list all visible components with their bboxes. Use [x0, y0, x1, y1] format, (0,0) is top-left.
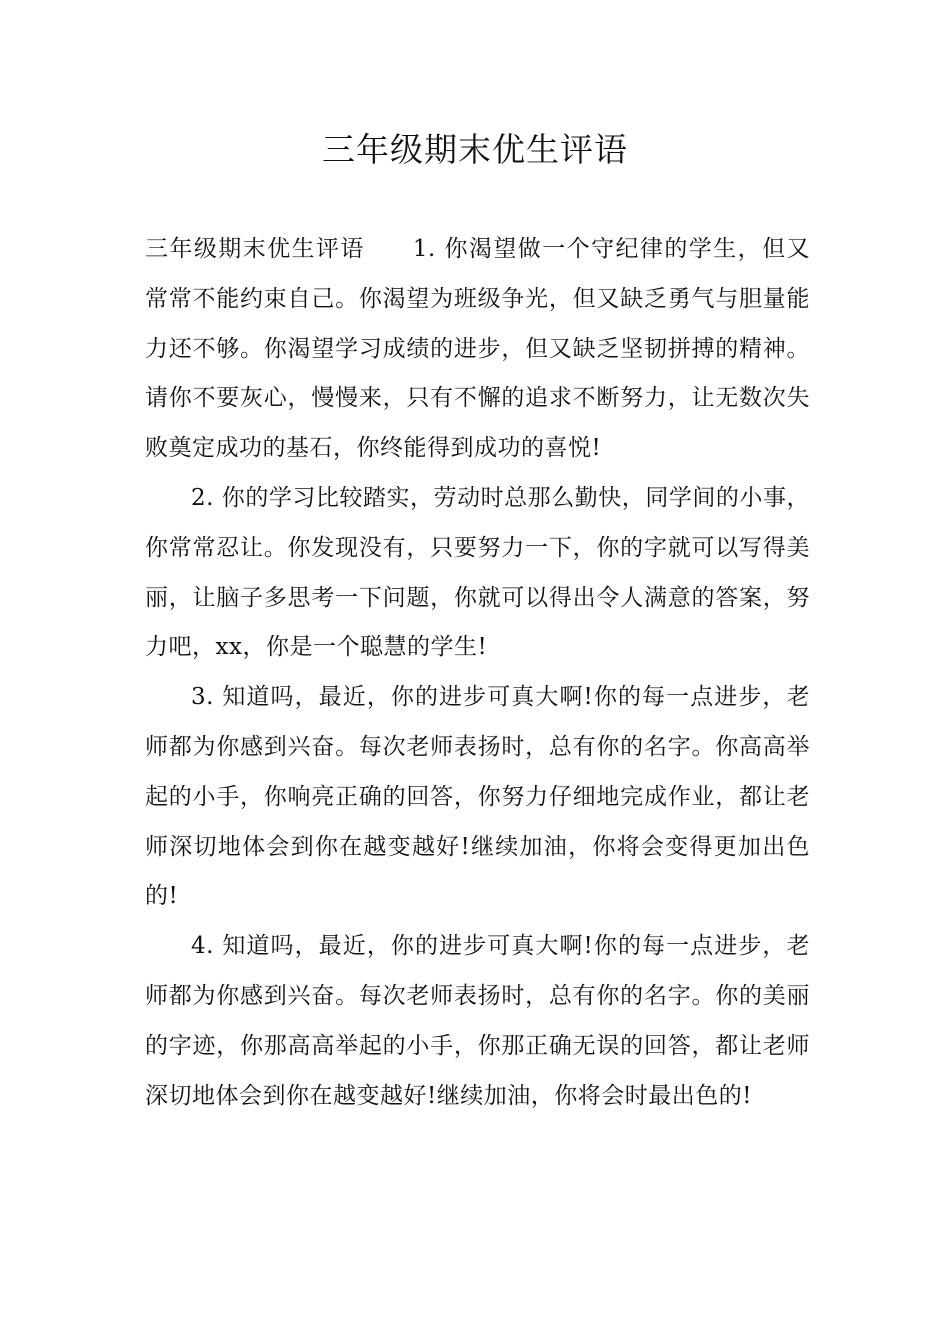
document-body: [145, 225, 810, 1121]
paragraph-4: 4. 知道吗，最近，你的进步可真大啊!你的每一点进步，老师都为你感到兴奋。每次老师表扬时，总有你的名字。你的美丽的字迹，你那高高举起的小手，你那正确无误的回答，都让老师深切地体会到你在越变越好!继续加油，你将会时最出色的!: [145, 933, 810, 1109]
paragraph-2: 2. 你的学习比较踏实，劳动时总那么勤快，同学间的小事，你常常忍让。你发现没有，只要努力一下，你的字就可以写得美丽，让脑子多思考一下问题，你就可以得出令人满意的答案，努力吧，xx，你是一个聪慧的学生!: [145, 484, 810, 661]
paragraph-1: [145, 225, 810, 474]
paragraph-3: 3. 知道吗，最近，你的进步可真大啊!你的每一点进步，老师都为你感到兴奋。每次老师表扬时，总有你的名字。你高高举起的小手，你响亮正确的回答，你努力仔细地完成作业，都让老师深切地体会到你在越变越好!继续加油，你将会变得更加出色的!: [145, 684, 810, 910]
intro-label: 三年级期末优生评语: [145, 236, 365, 262]
document-title: 三年级期末优生评语: [322, 130, 628, 169]
paragraph-1-text: 1. 你渴望做一个守纪律的学生，但又常常不能约束自己。你渴望为班级争光，但又缺乏勇气与胆量能力还不够。你渴望学习成绩的进步，但又缺乏坚韧拼搏的精神。 请你不要灰心，慢慢来，只有不懈的追求不断努力，让无数次失败奠定成功的基石，你终能得到成功的喜悦!: [145, 236, 810, 462]
